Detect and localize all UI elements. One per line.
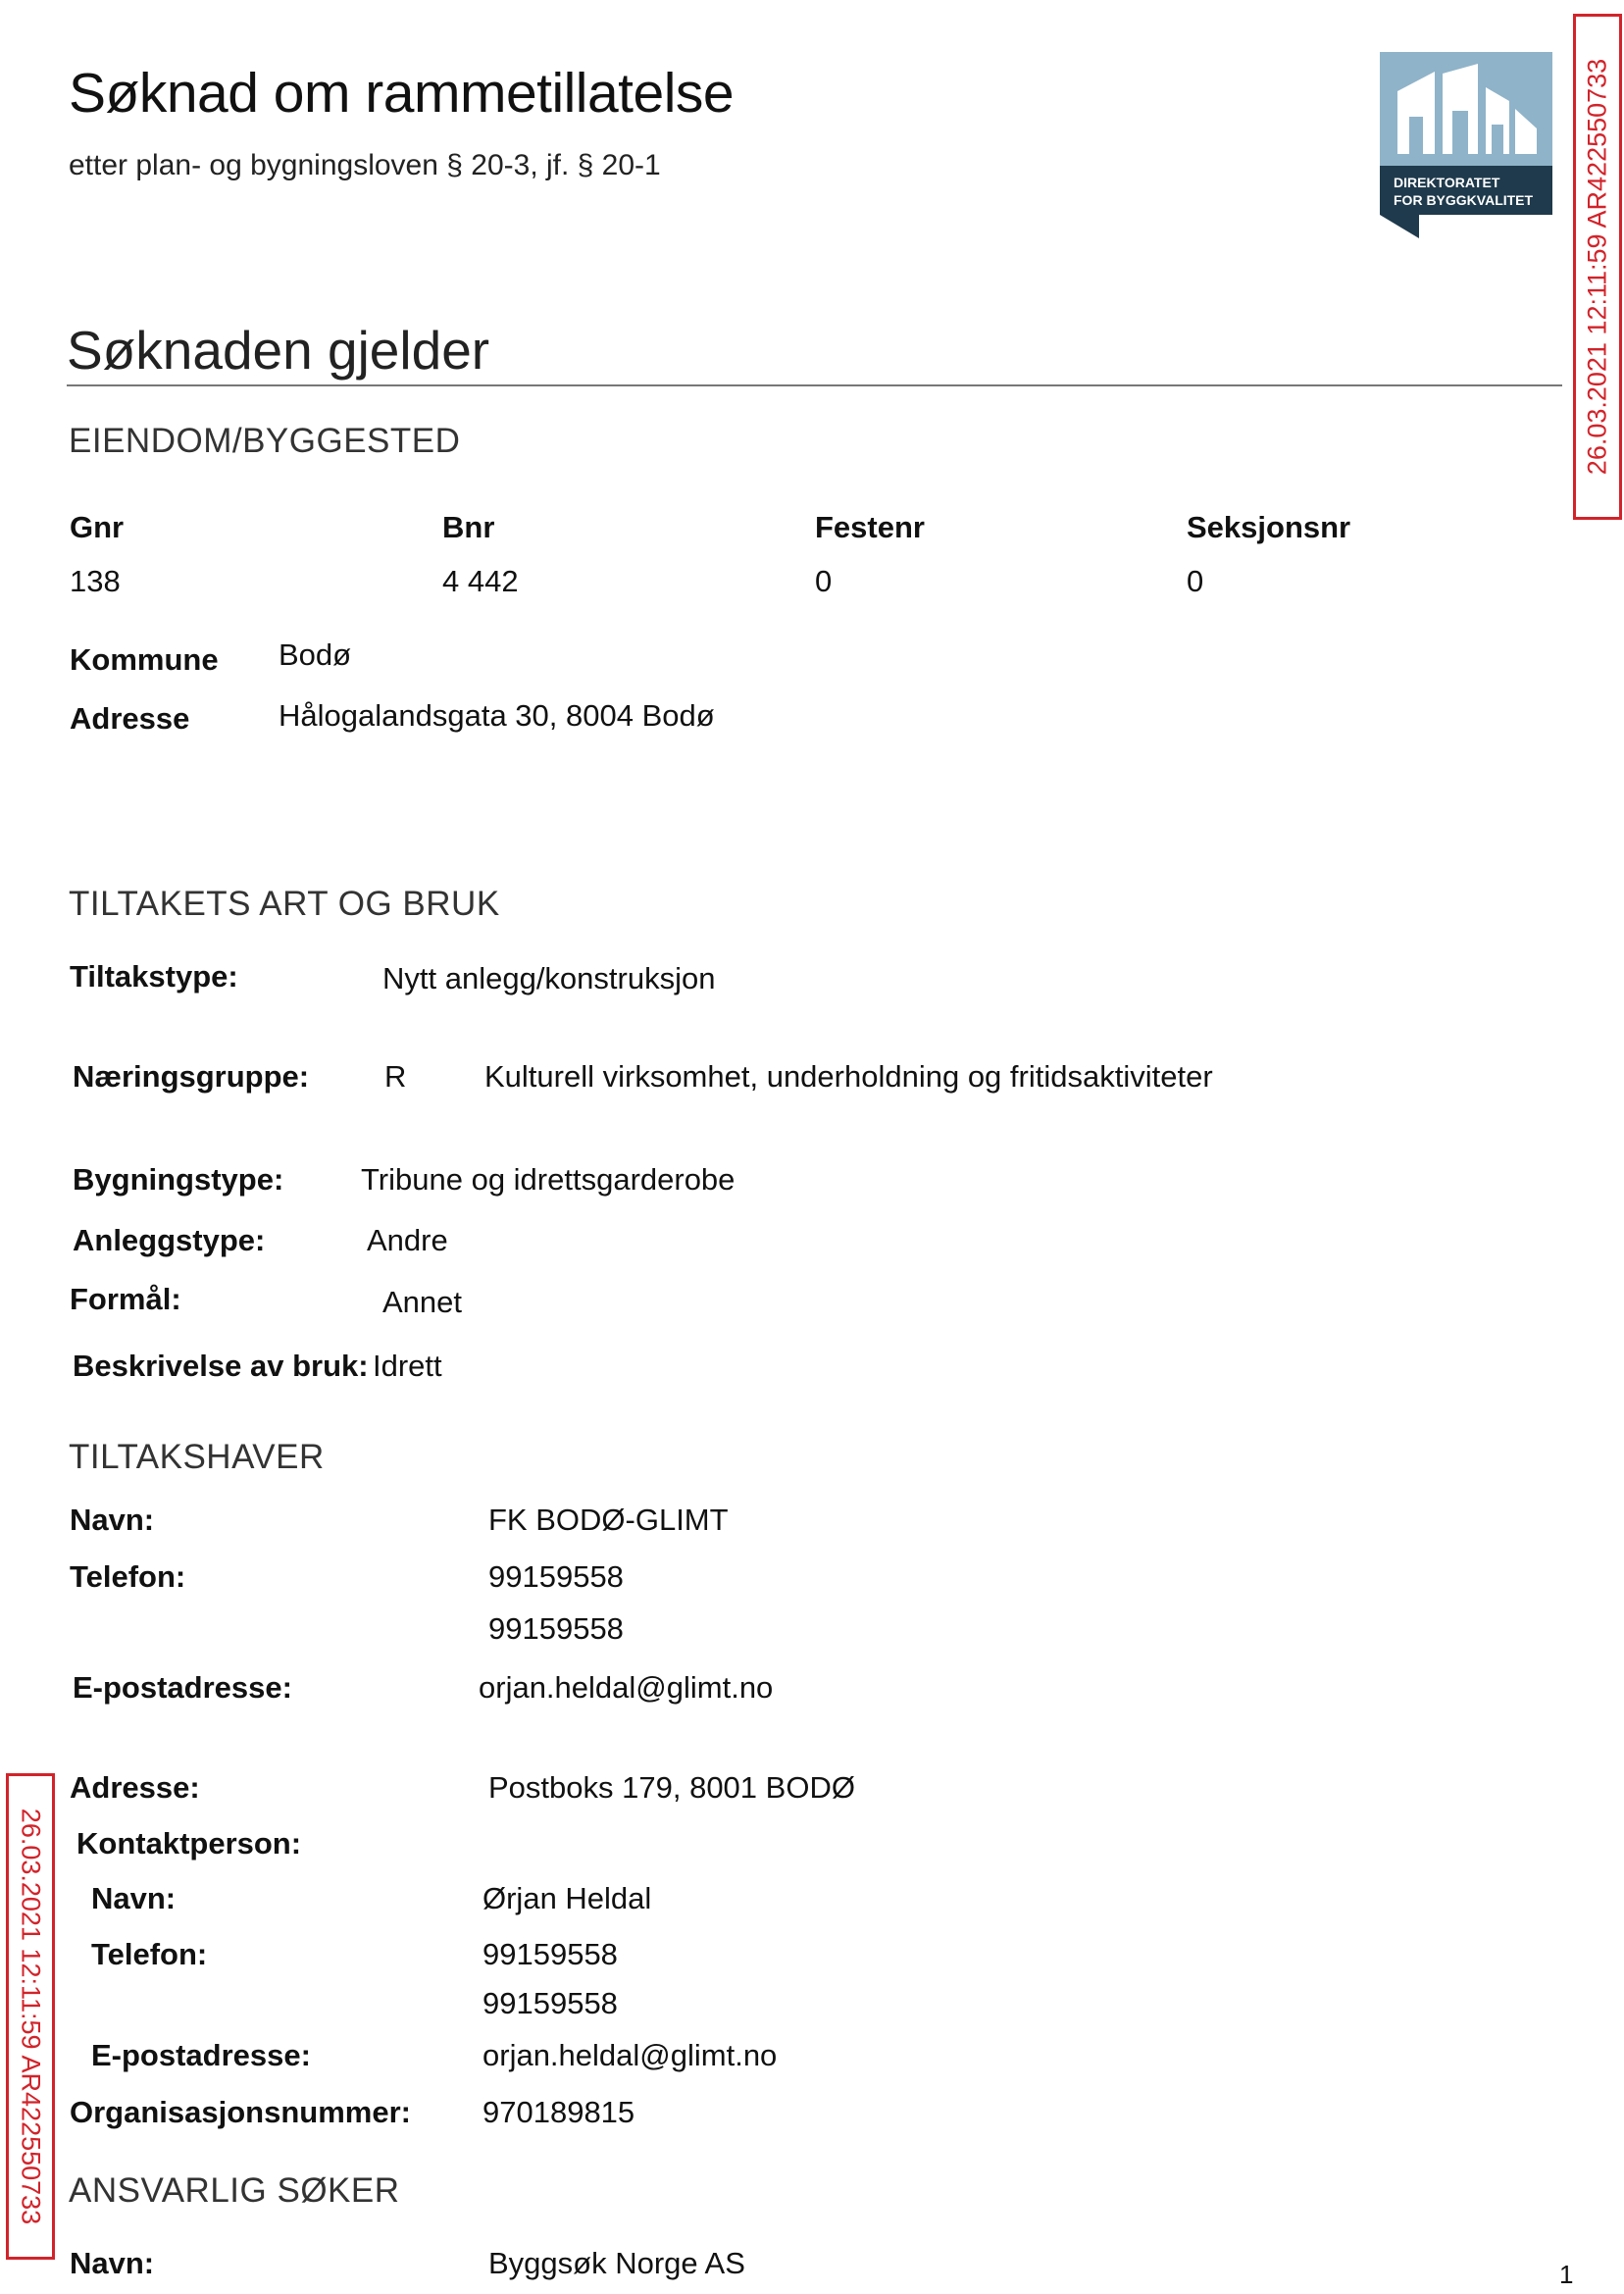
orgnr-value: 970189815 [482, 2095, 635, 2129]
tiltakshaver-epost-value: orjan.heldal@glimt.no [479, 1670, 774, 1705]
tiltakshaver-heading: TILTAKSHAVER [69, 1438, 325, 1476]
building-logo-icon [1380, 52, 1552, 238]
festenr-label: Festenr [815, 510, 925, 544]
ansvarlig-heading: ANSVARLIG SØKER [69, 2171, 400, 2210]
kontakt-navn-value: Ørjan Heldal [482, 1881, 652, 1915]
gnr-value: 138 [70, 564, 121, 598]
logo-text-line2: FOR BYGGKVALITET [1394, 192, 1534, 208]
section-title: Søknaden gjelder [67, 320, 490, 381]
received-stamp-left [6, 1773, 55, 2260]
kommune-label: Kommune [70, 642, 219, 677]
document-title: Søknad om rammetillatelse [69, 62, 735, 125]
anleggstype-label: Anleggstype: [73, 1223, 266, 1257]
ansvarlig-navn-value: Byggsøk Norge AS [488, 2246, 745, 2280]
tiltakstype-label: Tiltakstype: [70, 959, 238, 994]
bnr-label: Bnr [442, 510, 495, 544]
logo-text-line1: DIREKTORATET [1394, 175, 1500, 190]
seksjonsnr-label: Seksjonsnr [1187, 510, 1351, 544]
anleggstype-value: Andre [367, 1223, 448, 1257]
tiltakstype-value: Nytt anlegg/konstruksjon [382, 961, 716, 995]
section-divider [67, 384, 1562, 386]
formaal-label: Formål: [70, 1282, 181, 1316]
tiltakshaver-telefon-label: Telefon: [70, 1559, 186, 1594]
gnr-label: Gnr [70, 510, 125, 544]
received-stamp-top [1573, 14, 1622, 520]
kontakt-telefon-value-1: 99159558 [482, 1937, 618, 1971]
kontakt-telefon-label: Telefon: [91, 1937, 208, 1971]
seksjonsnr-value: 0 [1187, 564, 1204, 598]
stamp-text: 26.03.2021 12:11:59 AR422550733 [16, 1808, 46, 2225]
kontakt-telefon-value-2: 99159558 [482, 1986, 618, 2020]
tiltakshaver-adresse-value: Postboks 179, 8001 BODØ [488, 1770, 855, 1805]
orgnr-label: Organisasjonsnummer: [70, 2095, 411, 2129]
kontakt-navn-label: Navn: [91, 1881, 177, 1915]
naeringsgruppe-value: Kulturell virksomhet, underholdning og fritidsaktiviteter [484, 1059, 1213, 1094]
tiltakshaver-navn-value: FK BODØ-GLIMT [488, 1503, 729, 1537]
tiltakshaver-telefon-value-1: 99159558 [488, 1559, 624, 1594]
tiltakshaver-epost-label: E-postadresse: [73, 1670, 292, 1705]
eiendom-heading: EIENDOM/BYGGESTED [69, 422, 461, 460]
tiltakshaver-telefon-value-2: 99159558 [488, 1611, 624, 1646]
tiltak-heading: TILTAKETS ART OG BRUK [69, 885, 500, 923]
bygningstype-value: Tribune og idrettsgarderobe [361, 1162, 736, 1197]
bygningstype-label: Bygningstype: [73, 1162, 284, 1197]
tiltakshaver-navn-label: Navn: [70, 1503, 155, 1537]
naeringsgruppe-code: R [384, 1059, 407, 1094]
kontakt-epost-label: E-postadresse: [91, 2038, 311, 2072]
tiltakshaver-adresse-label: Adresse: [70, 1770, 200, 1805]
kontakt-epost-value: orjan.heldal@glimt.no [482, 2038, 778, 2072]
ansvarlig-navn-label: Navn: [70, 2246, 155, 2280]
kommune-value: Bodø [279, 637, 352, 672]
naeringsgruppe-label: Næringsgruppe: [73, 1059, 310, 1094]
bnr-value: 4 442 [442, 564, 519, 598]
page-number: 1 [1559, 2260, 1574, 2289]
beskrivelse-value: Idrett [373, 1349, 442, 1383]
festenr-value: 0 [815, 564, 833, 598]
adresse-label: Adresse [70, 701, 190, 736]
stamp-text: 26.03.2021 12:11:59 AR422550733 [1582, 58, 1612, 476]
kontaktperson-label: Kontaktperson: [76, 1826, 302, 1861]
document-subtitle: etter plan- og bygningsloven § 20-3, jf. § 20-1 [69, 149, 661, 181]
beskrivelse-label: Beskrivelse av bruk: [73, 1349, 369, 1383]
dibk-logo [1380, 52, 1552, 238]
adresse-value: Hålogalandsgata 30, 8004 Bodø [279, 698, 715, 733]
formaal-value: Annet [382, 1285, 463, 1319]
